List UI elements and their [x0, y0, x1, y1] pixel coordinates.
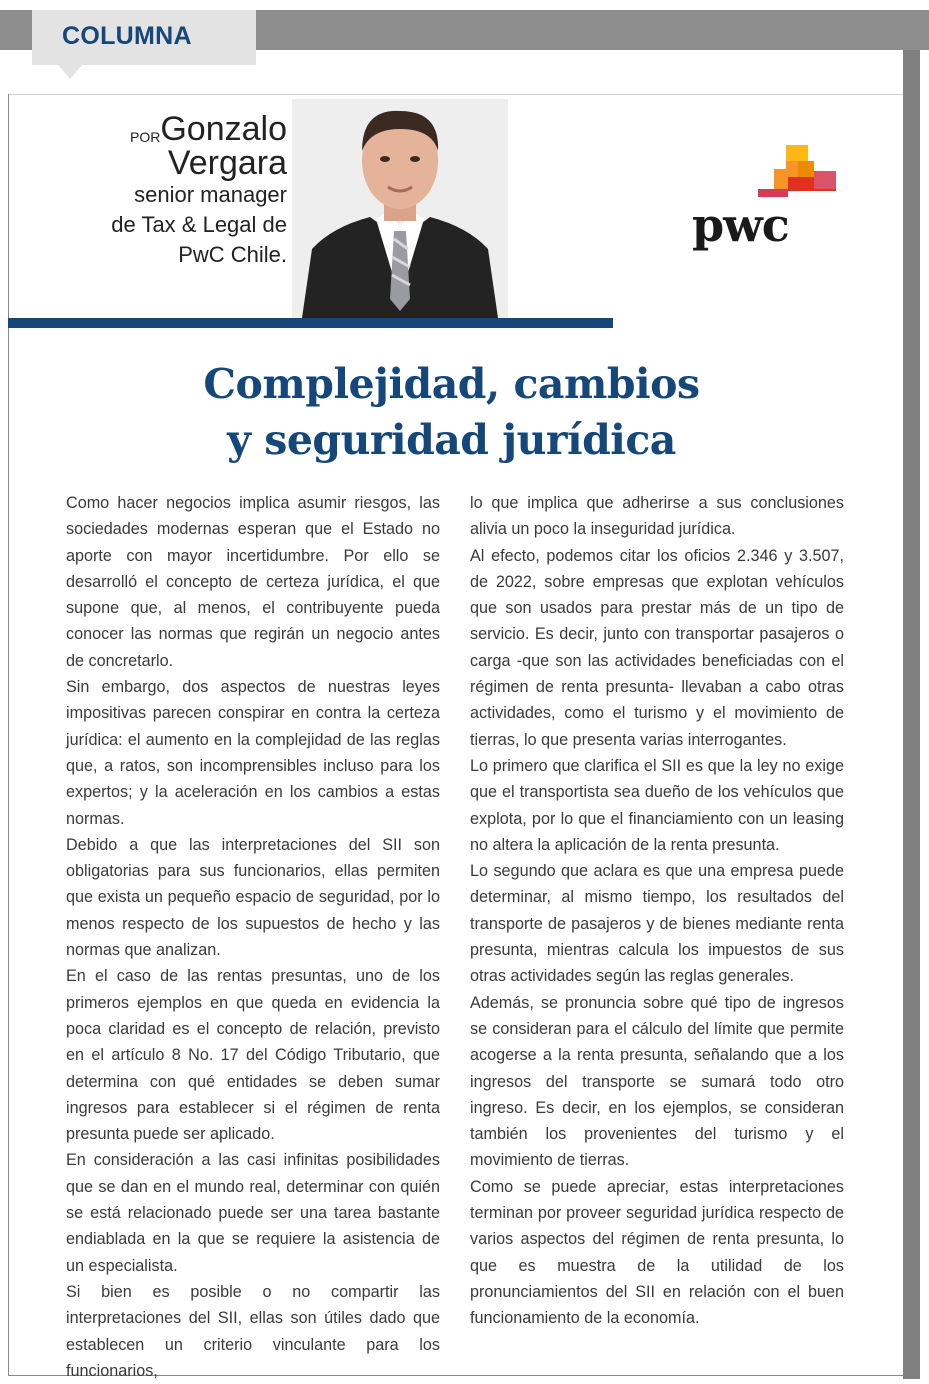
author-role-3: PwC Chile. — [178, 242, 287, 267]
author-role-1: senior manager — [134, 182, 287, 207]
paragraph: Lo primero que clarifica el SII es que la ley no exige que el transportista sea dueño de los vehículos que explota, por lo que el financiamiento con un leasing no altera la aplicación de la renta presunta. — [470, 756, 844, 854]
article-column-right — [470, 490, 844, 1332]
paragraph: Como se puede apreciar, estas interpretaciones terminan por proveer seguridad jurídica respecto de varios aspectos del régimen de renta presunta, lo que es muestra de la utilidad de los pronunciamientos del SII en relación con el buen funcionamiento de la economía. — [470, 1177, 844, 1328]
author-prefix: POR — [130, 129, 161, 145]
article-column-left — [66, 490, 440, 1384]
pwc-logo-text: pwc — [692, 198, 789, 252]
frame-top-line — [8, 94, 903, 95]
paragraph: Como hacer negocios implica asumir riesgos, las sociedades modernas esperan que el Estado no aporte con mayor incertidumbre. Por ello se desarrolló el concepto de certeza jurídica, el que supone que, al menos, el contribuyente pueda conocer las normas que regirán un negocio antes de concretarlo. — [66, 494, 440, 670]
section-tag-pointer — [58, 65, 82, 79]
header-divider — [8, 318, 613, 328]
paragraph: En consideración a las casi infinitas posibilidades que se dan en el mundo real, determinar con quién se está relacionado puede ser una tarea bastante endiablada en la que se requiere la asistencia de un especialista. — [66, 1151, 440, 1275]
author-first-name: Gonzalo — [160, 110, 287, 148]
paragraph: Si bien es posible o no compartir las interpretaciones del SII, ellas son útiles dado que establecen un criterio vinculante para los funcionarios, — [66, 1282, 440, 1380]
paragraph: Sin embargo, dos aspectos de nuestras leyes impositivas parecen conspirar en contra la certeza jurídica: el aumento en la complejidad de las reglas que, a ratos, son incomprensibles incluso para los expertos; y la aceleración en los cambios a estas normas. — [66, 678, 440, 828]
headline-line-2: y seguridad jurídica — [227, 416, 676, 464]
paragraph: lo que implica que adherirse a sus conclusiones alivia un poco la inseguridad jurídica. — [470, 494, 844, 539]
headline-line-1: Complejidad, cambios — [203, 360, 700, 408]
page-edge-stripe — [903, 50, 920, 1379]
section-tag: COLUMNA — [62, 22, 192, 50]
author-last-name: Vergara — [167, 144, 287, 182]
author-photo — [292, 99, 508, 318]
paragraph: Además, se pronuncia sobre qué tipo de ingresos se consideran para el cálculo del límite que permite acogerse a la renta presunta, señalando que a los ingresos del transporte se sumará todo otro ingreso. Es decir, en los ejemplos, se consideran también los provenientes del turismo y el movimiento de tierras. — [470, 993, 844, 1170]
article-headline — [0, 356, 903, 468]
author-name-line-1 — [111, 112, 287, 146]
paragraph: En el caso de las rentas presuntas, uno de los primeros ejemplos en que queda en evidencia la poca claridad es el concepto de relación, previsto en el artículo 8 No. 17 del Código Tributario, que determina con qué entidades se deben sumar ingresos para establecer si el régimen de renta presunta puede ser aplicado. — [66, 967, 440, 1144]
frame-left-line — [8, 94, 9, 1376]
paragraph: Debido a que las interpretaciones del SII son obligatorias para sus funcionarios, ellas permiten que exista un pequeño espacio de seguridad, por lo menos respecto de los supuestos de hecho y las normas que analizan. — [66, 835, 440, 960]
author-role-2: de Tax & Legal de — [111, 212, 287, 237]
author-byline — [111, 112, 287, 270]
paragraph: Lo segundo que aclara es que una empresa puede determinar, al mismo tiempo, los resultados del transporte de pasajeros y de bienes mediante renta presunta, mientras calcula los impuestos de sus otras actividades según las reglas generales. — [470, 862, 844, 986]
paragraph: Al efecto, podemos citar los oficios 2.346 y 3.507, de 2022, sobre empresas que explotan vehículos que son usados para prestar más de un tipo de servicio. Es decir, junto con transportar pasajeros o carga -que son las actividades beneficiadas con el régimen de renta presunta- llevaban a cabo otras actividades, como el turismo y el movimiento de tierras, lo que presenta varias interrogantes. — [470, 546, 844, 749]
